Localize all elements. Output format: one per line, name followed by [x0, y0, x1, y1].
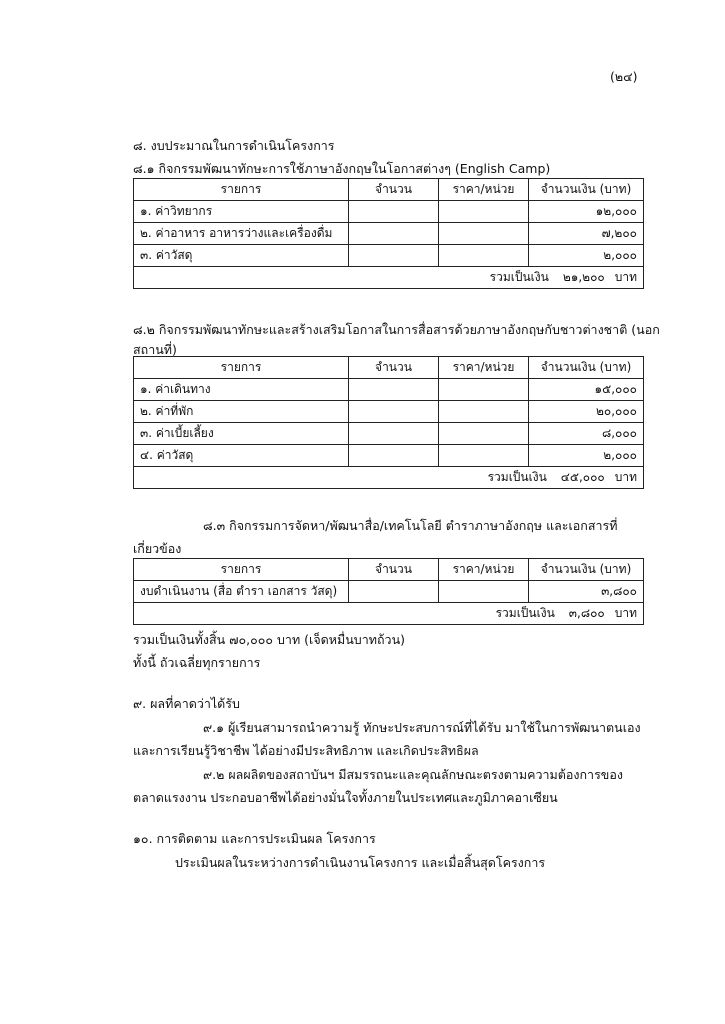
budget-table-8-2 [133, 356, 644, 489]
total-cell [134, 267, 644, 289]
column-header: จำนวน [349, 357, 439, 379]
section-8-2-title-cont: สถานที่) [133, 342, 177, 357]
section-9-1-text: ๙.๑ ผู้เรียนสามารถนำความรู้ ทักษะประสบการณ์ที่ได้รับ มาใช้ในการพัฒนาตนเอง [203, 720, 641, 735]
qty-cell [349, 423, 439, 445]
amount-cell: ๒,๐๐๐ [529, 245, 644, 267]
amount-cell: ๒๐,๐๐๐ [529, 401, 644, 423]
table-header-row [134, 179, 644, 201]
item-cell: งบดำเนินงาน (สื่อ ตำรา เอกสาร วัสดุ) [134, 581, 349, 603]
section-9-heading: ๙. ผลที่คาดว่าได้รับ [133, 696, 240, 711]
price-cell [439, 401, 529, 423]
table-header-row [134, 357, 644, 379]
section-8-heading: ๘. งบประมาณในการดำเนินโครงการ [133, 138, 335, 153]
table-header-row [134, 559, 644, 581]
grand-total: รวมเป็นเงินทั้งสิ้น ๗๐,๐๐๐ บาท (เจ็ดหมื่นบาทถ้วน) [133, 632, 405, 647]
price-cell [439, 581, 529, 603]
qty-cell [349, 201, 439, 223]
table-row [134, 401, 644, 423]
section-10-heading: ๑๐. การติดตาม และการประเมินผล โครงการ [133, 831, 376, 846]
item-cell: ๓. ค่าวัสดุ [134, 245, 349, 267]
total-value: ๔๕,๐๐๐ [560, 470, 605, 484]
column-header: ราคา/หน่วย [439, 559, 529, 581]
table-row [134, 423, 644, 445]
qty-cell [349, 245, 439, 267]
average-note: ทั้งนี้ ถัวเฉลี่ยทุกรายการ [133, 655, 261, 670]
total-row [134, 467, 644, 489]
amount-cell: ๗,๒๐๐ [529, 223, 644, 245]
item-cell: ๔. ค่าวัสดุ [134, 445, 349, 467]
section-9-2-text: ๙.๒ ผลผลิตของสถาบันฯ มีสมรรถนะและคุณลักษณะตรงตามความต้องการของ [203, 767, 623, 782]
total-value: ๒๑,๒๐๐ [562, 270, 605, 284]
amount-cell: ๑๕,๐๐๐ [529, 379, 644, 401]
table-row [134, 379, 644, 401]
price-cell [439, 445, 529, 467]
column-header: รายการ [134, 357, 349, 379]
column-header: จำนวนเงิน (บาท) [529, 179, 644, 201]
price-cell [439, 223, 529, 245]
price-cell [439, 201, 529, 223]
total-label: รวมเป็นเงิน [495, 606, 555, 620]
section-8-1-title: ๘.๑ กิจกรรมพัฒนาทักษะการใช้ภาษาอังกฤษในโอกาสต่างๆ (English Camp) [133, 161, 551, 176]
column-header: รายการ [134, 559, 349, 581]
table-row [134, 201, 644, 223]
price-cell [439, 245, 529, 267]
amount-cell: ๘,๐๐๐ [529, 423, 644, 445]
total-label: รวมเป็นเงิน [489, 270, 549, 284]
column-header: ราคา/หน่วย [439, 357, 529, 379]
section-9-1-text-cont: และการเรียนรู้วิชาชีพ ได้อย่างมีประสิทธิภาพ และเกิดประสิทธิผล [133, 743, 479, 758]
total-row [134, 603, 644, 625]
section-10-text: ประเมินผลในระหว่างการดำเนินงานโครงการ และเมื่อสิ้นสุดโครงการ [175, 855, 546, 870]
amount-cell: ๓,๘๐๐ [529, 581, 644, 603]
budget-table-8-3 [133, 558, 644, 625]
total-row [134, 267, 644, 289]
column-header: จำนวน [349, 559, 439, 581]
total-label: รวมเป็นเงิน [487, 470, 547, 484]
page-number: (๒๔) [610, 69, 638, 84]
qty-cell [349, 581, 439, 603]
item-cell: ๓. ค่าเบี้ยเลี้ยง [134, 423, 349, 445]
budget-table-8-1 [133, 178, 644, 289]
section-8-2-title: ๘.๒ กิจกรรมพัฒนาทักษะและสร้างเสริมโอกาสในการสื่อสารด้วยภาษาอังกฤษกับชาวต่างชาติ (นอก [133, 322, 660, 337]
section-8-3-title-cont: เกี่ยวข้อง [133, 541, 182, 556]
total-unit: บาท [614, 470, 637, 484]
column-header: รายการ [134, 179, 349, 201]
item-cell: ๑. ค่าวิทยากร [134, 201, 349, 223]
total-unit: บาท [614, 606, 637, 620]
total-cell [134, 603, 644, 625]
price-cell [439, 423, 529, 445]
qty-cell [349, 445, 439, 467]
qty-cell [349, 401, 439, 423]
qty-cell [349, 379, 439, 401]
item-cell: ๒. ค่าที่พัก [134, 401, 349, 423]
column-header: จำนวน [349, 179, 439, 201]
column-header: ราคา/หน่วย [439, 179, 529, 201]
total-cell [134, 467, 644, 489]
column-header: จำนวนเงิน (บาท) [529, 559, 644, 581]
section-8-3-title: ๘.๓ กิจกรรมการจัดหา/พัฒนาสื่อ/เทคโนโลยี ตำราภาษาอังกฤษ และเอกสารที่ [203, 518, 618, 533]
table-row [134, 445, 644, 467]
amount-cell: ๒,๐๐๐ [529, 445, 644, 467]
item-cell: ๒. ค่าอาหาร อาหารว่างและเครื่องดื่ม [134, 223, 349, 245]
amount-cell: ๑๒,๐๐๐ [529, 201, 644, 223]
section-9-2-text-cont: ตลาดแรงงาน ประกอบอาชีพได้อย่างมั่นใจทั้งภายในประเทศและภูมิภาคอาเซียน [133, 790, 558, 805]
table-row [134, 245, 644, 267]
total-unit: บาท [614, 270, 637, 284]
item-cell: ๑. ค่าเดินทาง [134, 379, 349, 401]
total-value: ๓,๘๐๐ [568, 606, 605, 620]
price-cell [439, 379, 529, 401]
table-row [134, 223, 644, 245]
qty-cell [349, 223, 439, 245]
column-header: จำนวนเงิน (บาท) [529, 357, 644, 379]
table-row [134, 581, 644, 603]
